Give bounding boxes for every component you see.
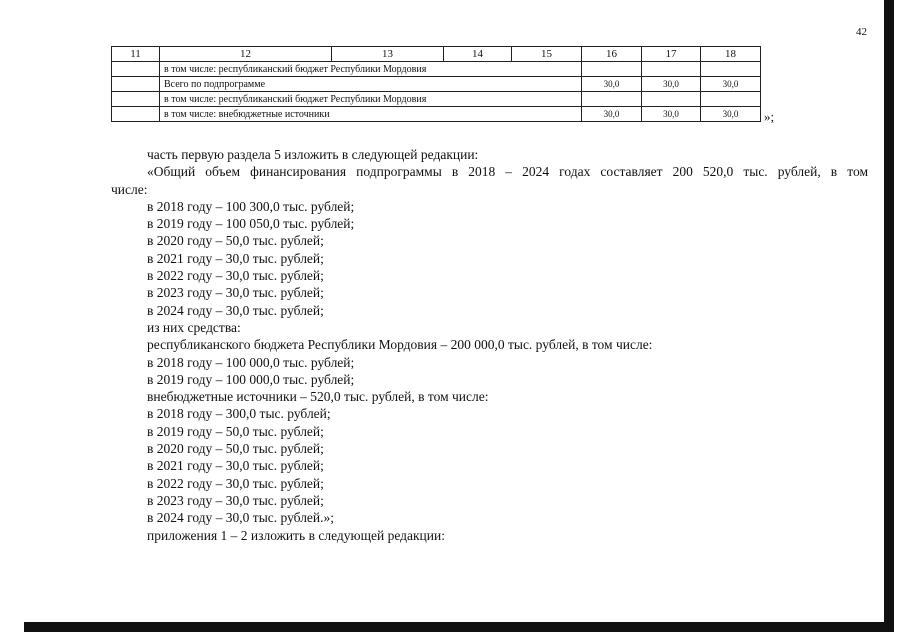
document-body [111,146,868,544]
cell-16: 30,0 [582,107,642,122]
scan-edge-bottom [24,622,894,632]
col-header: 15 [512,47,582,62]
year-line: в 2021 году – 30,0 тыс. рублей; [147,458,324,474]
year-line: в 2019 году – 100 000,0 тыс. рублей; [147,371,355,387]
cell-16 [582,92,642,107]
row-label: в том числе: внебюджетные источники [160,107,582,122]
row-label: в том числе: республиканский бюджет Республики Мордовия [160,92,582,107]
year-line: в 2018 году – 100 300,0 тыс. рублей; [147,198,355,214]
row-label: Всего по подпрограмме [160,77,582,92]
paragraph-total-cont: числе: [111,181,148,197]
col-header: 13 [332,47,444,62]
cell-17: 30,0 [642,77,701,92]
paragraph-intro: часть первую раздела 5 изложить в следующей редакции: [147,147,479,162]
cell-16: 30,0 [582,77,642,92]
paragraph-of-which: из них средства: [147,319,241,335]
table-row [112,62,761,77]
cell-17 [642,92,701,107]
year-line: в 2023 году – 30,0 тыс. рублей; [147,492,324,508]
cell-17: 30,0 [642,107,701,122]
budget-table [111,46,761,122]
year-line: в 2019 году – 100 050,0 тыс. рублей; [147,216,355,232]
year-line: в 2021 году – 30,0 тыс. рублей; [147,250,324,266]
table-row [112,77,761,92]
col-header: 12 [160,47,332,62]
year-line: в 2023 году – 30,0 тыс. рублей; [147,285,324,301]
closing-quote: »; [764,109,775,124]
paragraph-appendix: приложения 1 – 2 изложить в следующей редакции: [147,527,445,543]
page-number: 42 [856,26,867,38]
cell-18: 30,0 [701,77,761,92]
col-header: 18 [701,47,761,62]
year-line: в 2020 году – 50,0 тыс. рублей; [147,233,324,249]
year-line: в 2022 году – 30,0 тыс. рублей; [147,475,324,491]
year-line: в 2018 году – 300,0 тыс. рублей; [147,406,331,422]
col-header: 14 [444,47,512,62]
paragraph-extra-budget: внебюджетные источники – 520,0 тыс. рублей, в том числе: [147,389,489,405]
year-line: в 2022 году – 30,0 тыс. рублей; [147,268,324,284]
cell-18: 30,0 [701,107,761,122]
year-line: в 2024 году – 30,0 тыс. рублей.»; [147,510,335,526]
cell-18 [701,92,761,107]
scan-edge-right [884,0,894,632]
table-row [112,92,761,107]
year-line: в 2024 году – 30,0 тыс. рублей; [147,302,324,318]
table-row [112,107,761,122]
cell-17 [642,62,701,77]
row-label: в том числе: республиканский бюджет Республики Мордовия [160,62,582,77]
cell-18 [701,62,761,77]
col-header: 16 [582,47,642,62]
paragraph-total: «Общий объем финансирования подпрограммы в 2018 – 2024 годах составляет 200 520,0 тыс. рублей, в том [147,164,868,180]
table-header-row [112,47,761,62]
cell-16 [582,62,642,77]
year-line: в 2020 году – 50,0 тыс. рублей; [147,441,324,457]
paragraph-republic-budget: республиканского бюджета Республики Мордовия – 200 000,0 тыс. рублей, в том числе: [147,337,653,353]
col-header: 11 [112,47,160,62]
year-line: в 2018 году – 100 000,0 тыс. рублей; [147,354,355,370]
year-line: в 2019 году – 50,0 тыс. рублей; [147,423,324,439]
col-header: 17 [642,47,701,62]
